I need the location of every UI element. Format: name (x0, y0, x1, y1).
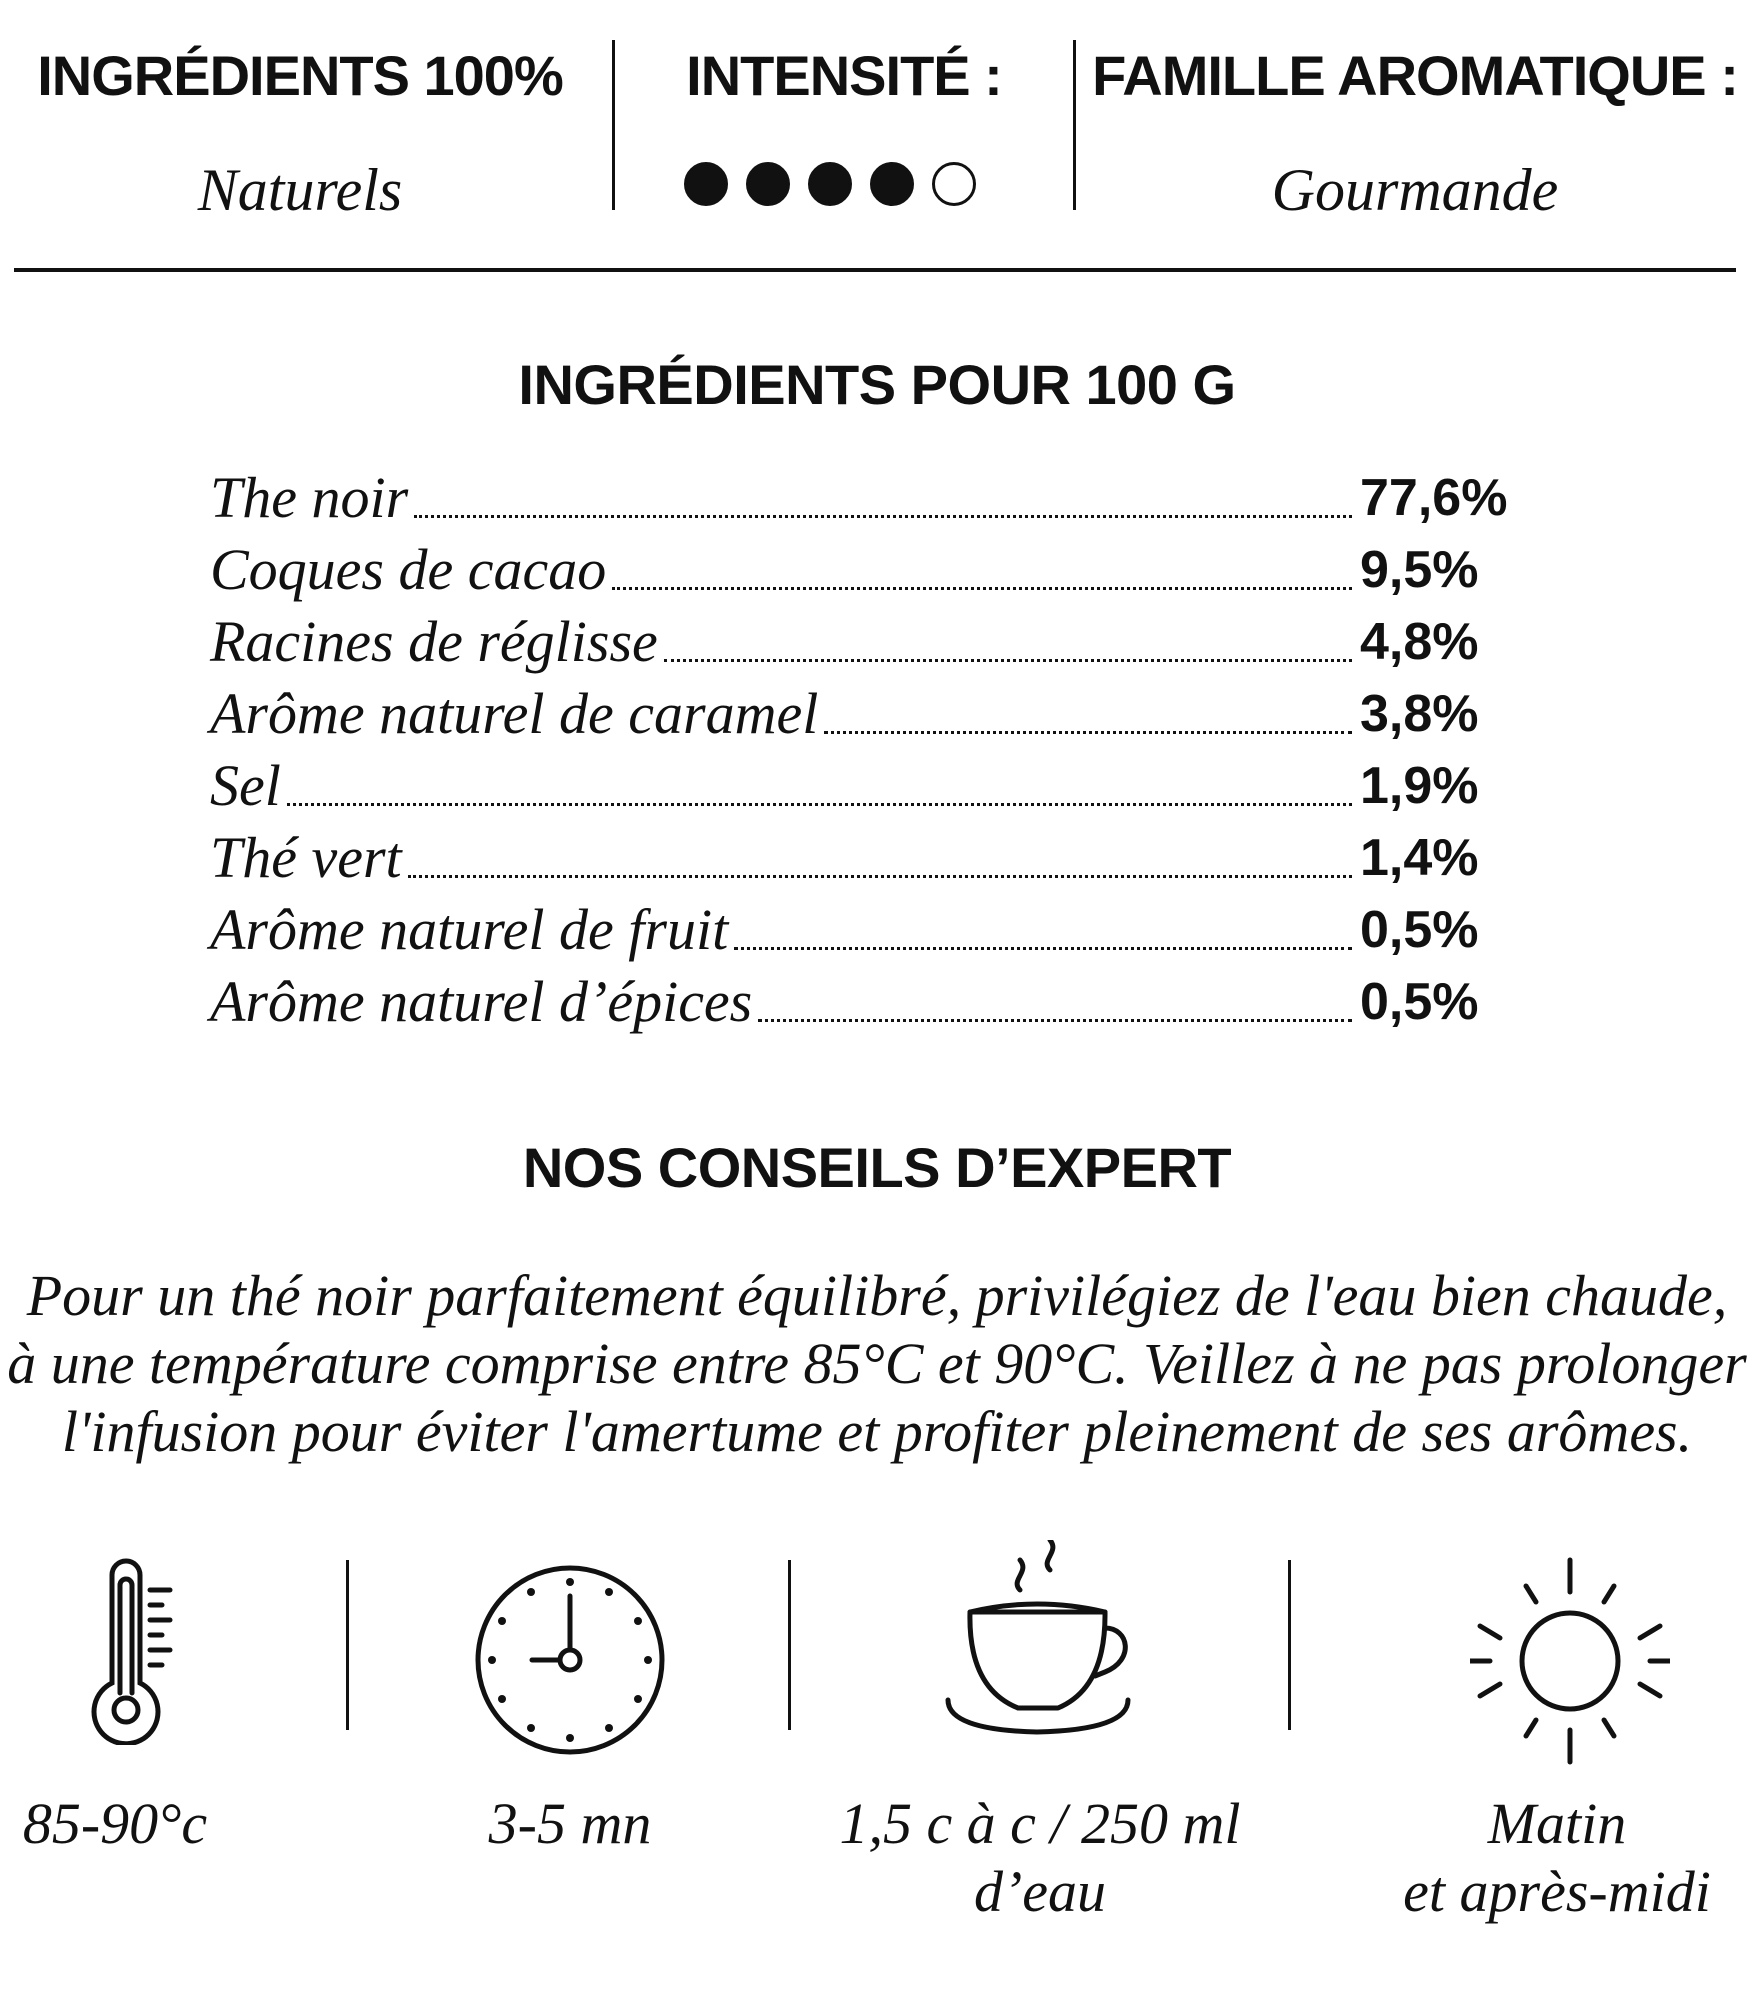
ingredient-name: Racines de réglisse (210, 609, 658, 674)
moment-label-line: Matin (1487, 1791, 1627, 1856)
infusion-time-label: 3-5 mn (488, 1791, 652, 1856)
ingredient-row (210, 894, 1510, 966)
ingredient-name: The noir (210, 465, 409, 530)
thermometer-icon (82, 1555, 182, 1745)
header-rule (14, 268, 1736, 272)
intensity-dot-empty (932, 162, 976, 206)
tips-divider-1 (346, 1560, 349, 1730)
dosage-label-line: d’eau (973, 1859, 1107, 1924)
dot-leader (758, 1019, 1352, 1022)
clock-icon (470, 1560, 670, 1760)
ingredient-percentage: 0,5% (1360, 973, 1479, 1031)
ingredient-row (210, 678, 1510, 750)
intensity-dot-filled (684, 162, 728, 206)
expert-advice-text (0, 1262, 1754, 1466)
dot-leader (408, 875, 1352, 878)
ingredient-row (210, 966, 1510, 1038)
sun-icon (1470, 1556, 1670, 1766)
ingredient-row (210, 822, 1510, 894)
dot-leader (734, 947, 1352, 950)
ingredient-row (210, 462, 1510, 534)
intensity-title: INTENSITÉ : (686, 44, 1002, 107)
ingredient-percentage: 0,5% (1360, 901, 1479, 959)
ingredient-name: Arôme naturel de caramel (210, 681, 819, 746)
tips-divider-2 (788, 1560, 791, 1730)
ingredients-summary-title: INGRÉDIENTS 100% (37, 44, 563, 107)
ingredient-percentage: 4,8% (1360, 613, 1479, 671)
intensity-rating (684, 162, 976, 206)
dot-leader (664, 659, 1352, 662)
ingredient-row (210, 606, 1510, 678)
moment-label-line: et après-midi (1403, 1859, 1711, 1924)
advice-line: à une température comprise entre 85°C et 90°C. Veillez à ne pas prolonger (7, 1331, 1747, 1396)
tips-divider-3 (1288, 1560, 1291, 1730)
temperature-label: 85-90°c (22, 1791, 208, 1856)
ingredient-percentage: 77,6% (1360, 469, 1508, 527)
ingredient-percentage: 3,8% (1360, 685, 1479, 743)
advice-line: Pour un thé noir parfaitement équilibré, privilégiez de l'eau bien chaude, (26, 1263, 1728, 1328)
ingredient-name: Thé vert (210, 825, 402, 890)
dot-leader (824, 731, 1352, 734)
intensity-dot-filled (746, 162, 790, 206)
ingredients-heading: INGRÉDIENTS POUR 100 G (518, 353, 1236, 416)
expert-advice-heading: NOS CONSEILS D’EXPERT (522, 1136, 1232, 1199)
dosage-label-line: 1,5 c à c / 250 ml (839, 1791, 1241, 1856)
ingredient-name: Arôme naturel de fruit (210, 897, 729, 962)
moment-label (1360, 1790, 1754, 1926)
dosage-label (800, 1790, 1280, 1926)
ingredient-percentage: 1,9% (1360, 757, 1479, 815)
ingredient-name: Arôme naturel d’épices (210, 969, 753, 1034)
ingredient-percentage: 1,4% (1360, 829, 1479, 887)
intensity-dot-filled (870, 162, 914, 206)
advice-line: l'infusion pour éviter l'amertume et profiter pleinement de ses arômes. (61, 1399, 1693, 1464)
ingredient-name: Sel (210, 753, 281, 818)
ingredient-name: Coques de cacao (210, 537, 607, 602)
aromatic-family-title: FAMILLE AROMATIQUE : (1092, 44, 1738, 107)
ingredient-row (210, 750, 1510, 822)
aromatic-family-summary (1076, 40, 1754, 223)
ingredients-list (210, 462, 1510, 1038)
ingredient-row (210, 534, 1510, 606)
ingredients-summary (0, 40, 600, 223)
tea-cup-icon (940, 1540, 1140, 1750)
dot-leader (287, 803, 1352, 806)
aromatic-family-value: Gourmande (1271, 157, 1559, 223)
ingredient-percentage: 9,5% (1360, 541, 1479, 599)
ingredients-summary-value: Naturels (197, 157, 403, 223)
dot-leader (414, 515, 1352, 518)
intensity-dot-filled (808, 162, 852, 206)
dot-leader (612, 587, 1352, 590)
